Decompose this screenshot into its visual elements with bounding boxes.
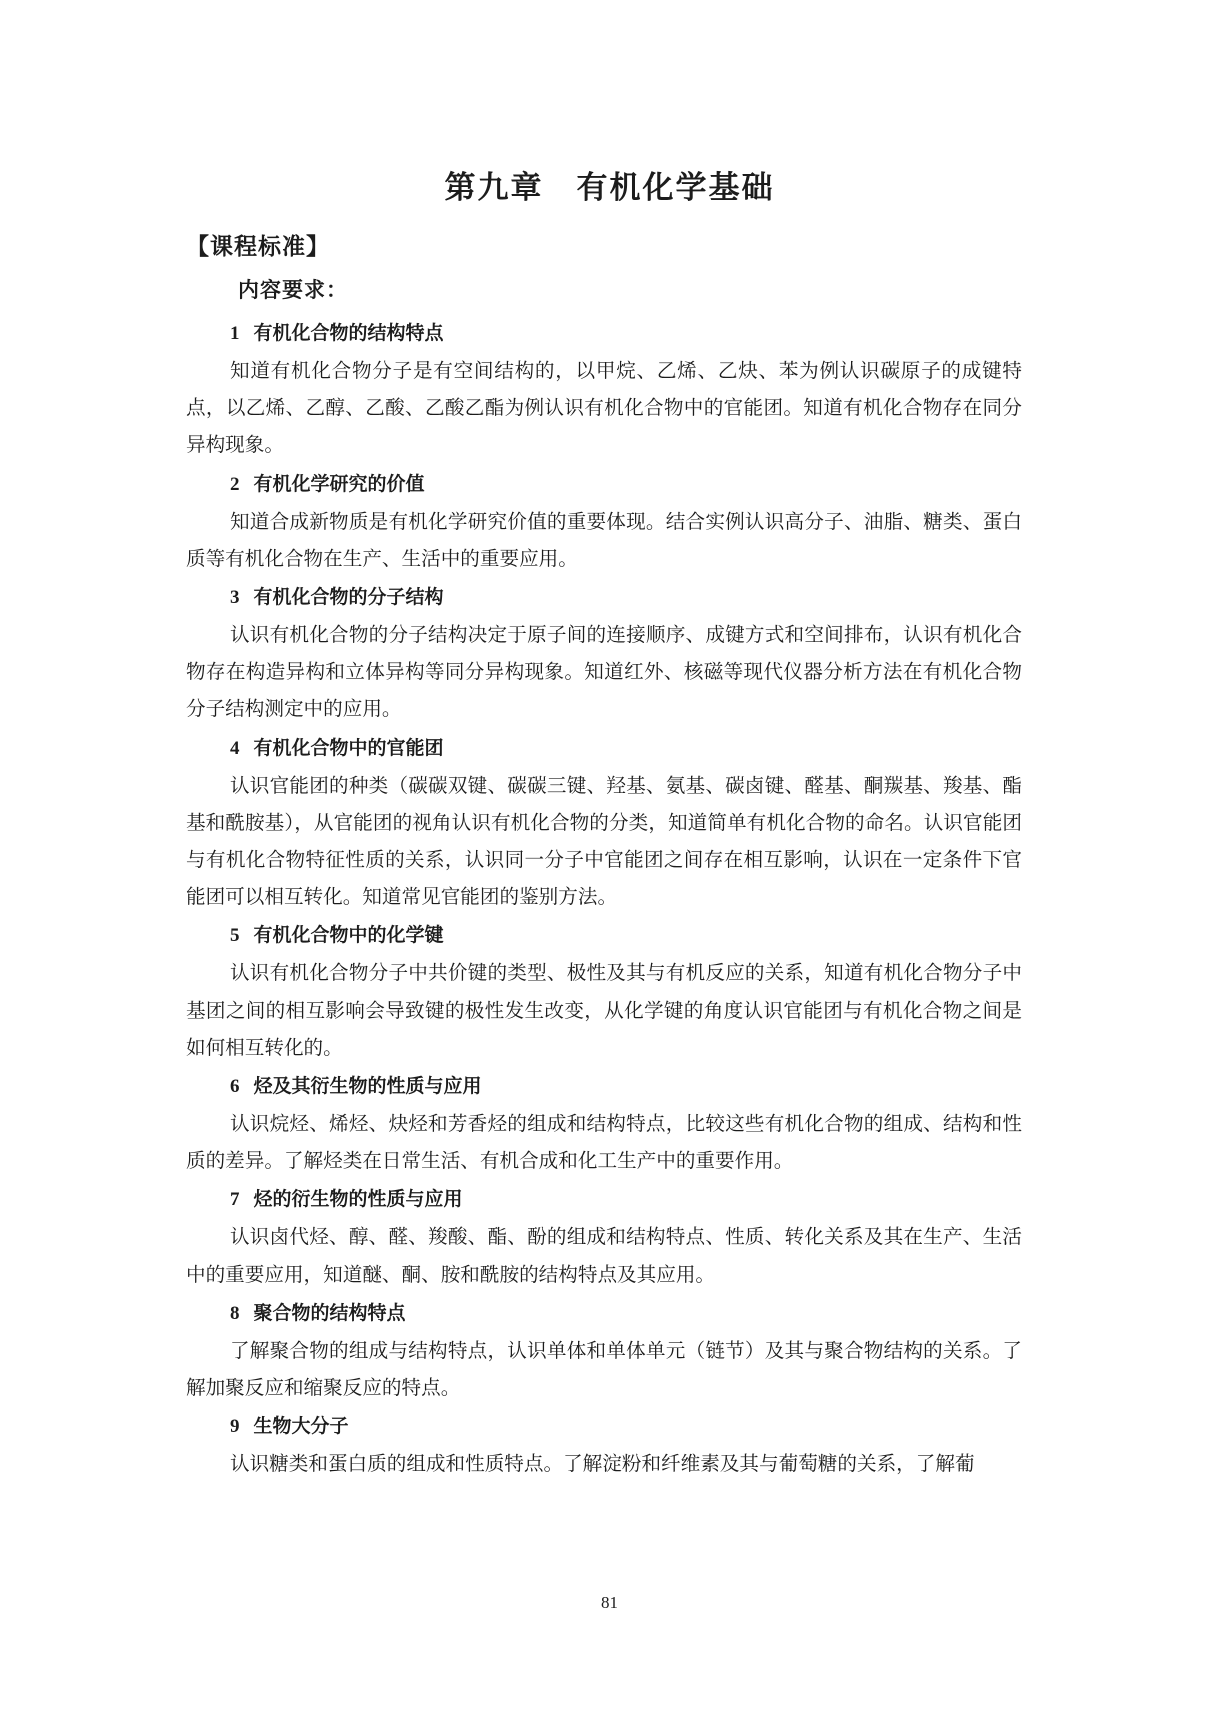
requirement-item bbox=[186, 1068, 1022, 1179]
item-text: 知道合成新物质是有机化学研究价值的重要体现。结合实例认识高分子、油脂、糖类、蛋白质等有机化合物在生产、生活中的重要应用。 bbox=[186, 509, 1022, 570]
item-title bbox=[186, 315, 1022, 352]
chapter-title: 第九章 有机化学基础 bbox=[444, 170, 775, 206]
item-number: 4 bbox=[230, 737, 240, 759]
requirement-item bbox=[186, 466, 1022, 577]
item-text: 认识有机化合物的分子结构决定于原子间的连接顺序、成键方式和空间排布，认识有机化合物存在构造异构和立体异构等同分异构现象。知道红外、核磁等现代仪器分析方法在有机化合物分子结构测定中的应用。 bbox=[186, 623, 1022, 721]
item-number: 9 bbox=[230, 1416, 240, 1438]
item-text: 认识烷烃、烯烃、炔烃和芳香烃的组成和结构特点，比较这些有机化合物的组成、结构和性质的差异。了解烃类在日常生活、有机合成和化工生产中的重要作用。 bbox=[186, 1112, 1022, 1173]
item-title bbox=[186, 1295, 1022, 1332]
item-title bbox=[186, 730, 1022, 767]
item-title bbox=[186, 1068, 1022, 1105]
item-title bbox=[186, 1408, 1022, 1445]
item-title-text: 烃及其衍生物的性质与应用 bbox=[253, 1075, 482, 1098]
item-title-text: 烃的衍生物的性质与应用 bbox=[253, 1188, 463, 1211]
item-number: 6 bbox=[230, 1076, 240, 1098]
item-text: 认识官能团的种类（碳碳双键、碳碳三键、羟基、氨基、碳卤键、醛基、酮羰基、羧基、酯基和酰胺基），从官能团的视角认识有机化合物的分类，知道简单有机化合物的命名。认识官能团与有机化合物特征性质的关系，认识同一分子中官能团之间存在相互影响，认识在一定条件下官能团可以相互转化。知道常见官能团的鉴别方法。 bbox=[186, 773, 1022, 909]
item-text: 认识糖类和蛋白质的组成和性质特点。了解淀粉和纤维素及其与葡萄糖的关系，了解葡 bbox=[230, 1452, 975, 1476]
requirement-item bbox=[186, 1181, 1022, 1292]
section-heading: 【课程标准】 bbox=[186, 234, 330, 260]
requirement-item bbox=[186, 1408, 1022, 1482]
item-title-text: 聚合物的结构特点 bbox=[253, 1301, 406, 1324]
sub-heading: 内容要求： bbox=[238, 278, 348, 302]
item-title-text: 有机化合物的分子结构 bbox=[253, 586, 444, 609]
item-number: 3 bbox=[230, 587, 240, 609]
requirement-item bbox=[186, 730, 1022, 916]
requirement-item bbox=[186, 579, 1022, 728]
item-title-text: 有机化合物中的化学键 bbox=[253, 924, 444, 947]
item-title-text: 生物大分子 bbox=[253, 1415, 349, 1438]
item-title bbox=[186, 1181, 1022, 1218]
item-text: 认识卤代烃、醇、醛、羧酸、酯、酚的组成和结构特点、性质、转化关系及其在生产、生活中的重要应用，知道醚、酮、胺和酰胺的结构特点及其应用。 bbox=[186, 1225, 1022, 1286]
page-number: 81 bbox=[601, 1593, 618, 1612]
item-number: 2 bbox=[230, 473, 240, 495]
item-title bbox=[186, 466, 1022, 503]
item-number: 1 bbox=[230, 323, 240, 344]
item-number: 8 bbox=[230, 1302, 240, 1324]
item-number: 7 bbox=[230, 1189, 240, 1211]
item-title-text: 有机化学研究的价值 bbox=[253, 472, 425, 495]
item-title bbox=[186, 917, 1022, 954]
item-title bbox=[186, 579, 1022, 616]
item-text: 认识有机化合物分子中共价键的类型、极性及其与有机反应的关系，知道有机化合物分子中基团之间的相互影响会导致键的极性发生改变，从化学键的角度认识官能团与有机化合物之间是如何相互转化的。 bbox=[186, 961, 1022, 1059]
requirement-item bbox=[186, 315, 1022, 464]
item-text: 了解聚合物的组成与结构特点，认识单体和单体单元（链节）及其与聚合物结构的关系。了解加聚反应和缩聚反应的特点。 bbox=[186, 1338, 1022, 1400]
item-text: 知道有机化合物分子是有空间结构的，以甲烷、乙烯、乙炔、苯为例认识碳原子的成键特点，以乙烯、乙醇、乙酸、乙酸乙酯为例认识有机化合物中的官能团。知道有机化合物存在同分异构现象。 bbox=[186, 359, 1022, 457]
item-title-text: 有机化合物中的官能团 bbox=[253, 736, 444, 759]
item-title-text: 有机化合物的结构特点 bbox=[253, 322, 444, 344]
requirement-item bbox=[186, 1295, 1022, 1406]
requirement-item bbox=[186, 917, 1022, 1066]
content-body bbox=[186, 313, 1022, 1484]
item-number: 5 bbox=[230, 925, 240, 947]
